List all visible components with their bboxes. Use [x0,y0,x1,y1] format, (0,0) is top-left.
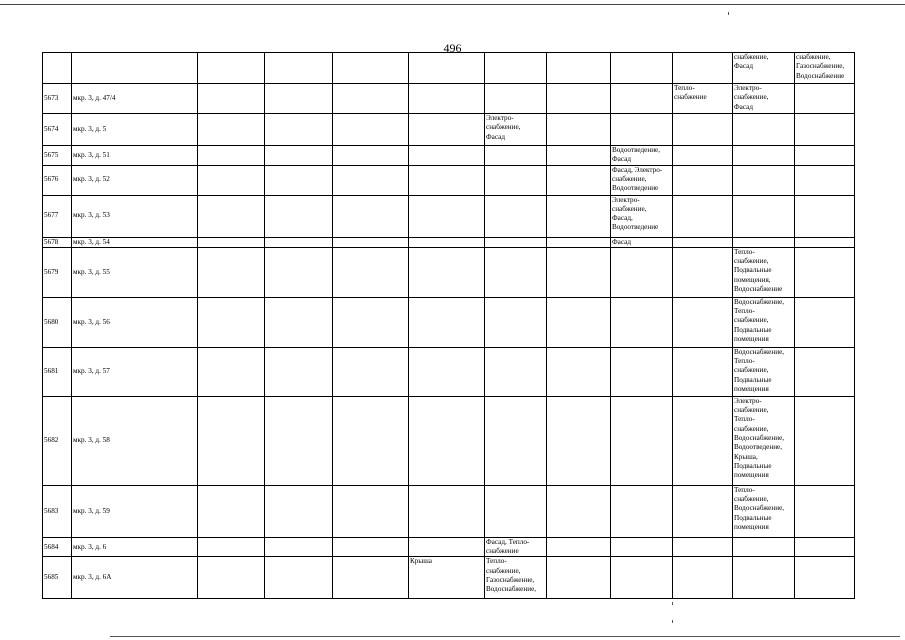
work-type-cell [409,237,485,247]
work-type-cell [795,237,855,247]
table-row [43,297,855,347]
work-type-cell [485,146,547,166]
row-number-cell: 5678 [43,237,72,247]
work-type-cell [673,485,733,537]
work-type-cell [547,195,611,237]
row-number-cell [43,53,72,84]
work-type-cell [733,165,795,195]
work-type-cell: Водоснабжение, Тепло- снабжение, Подвальные помещения [733,297,795,347]
table-row [43,165,855,195]
work-type-cell: Электро- снабжение, Фасад [485,114,547,146]
work-type-cell: Водоотведение, Фасад [611,146,673,166]
work-type-cell [198,485,265,537]
address-cell: мкр. 3, д. 52 [72,165,198,195]
work-type-cell [333,247,409,297]
work-type-cell: Тепло- снабжение [673,84,733,114]
work-type-cell: Электро- снабжение, Тепло- снабжение, Водоснабжение, Водоотведение, Крыша, Подвальные помещения [733,396,795,485]
work-type-cell [673,165,733,195]
work-type-cell [485,247,547,297]
address-cell: мкр. 3, д. 6 [72,537,198,557]
work-type-cell [198,297,265,347]
table-row [43,537,855,557]
table-row [43,247,855,297]
scan-speck [672,602,673,605]
work-type-cell [547,557,611,599]
work-type-cell [611,485,673,537]
work-type-cell: Электро- снабжение, Фасад [733,84,795,114]
row-number-cell: 5683 [43,485,72,537]
row-number-cell: 5681 [43,347,72,396]
scan-line-top [0,4,905,5]
work-type-cell [198,114,265,146]
row-number-cell: 5674 [43,114,72,146]
work-type-cell: Тепло- снабжение, Газоснабжение, Водоснабжение, [485,557,547,599]
work-type-cell [673,247,733,297]
row-number-cell: 5676 [43,165,72,195]
work-type-cell [333,114,409,146]
work-type-cell [409,537,485,557]
work-type-cell [611,396,673,485]
work-type-cell [795,485,855,537]
address-cell: мкр. 3, д. 47/4 [72,84,198,114]
work-type-cell [673,237,733,247]
table-row [43,114,855,146]
table-row [43,237,855,247]
work-type-cell [333,396,409,485]
work-type-cell [485,396,547,485]
table-row [43,146,855,166]
work-type-cell [265,53,333,84]
work-type-cell [265,237,333,247]
table-row [43,557,855,599]
work-type-cell [547,247,611,297]
work-type-cell [485,53,547,84]
work-type-cell [265,114,333,146]
work-type-cell [547,146,611,166]
work-type-cell [265,247,333,297]
work-type-cell [409,297,485,347]
work-type-cell [409,53,485,84]
work-type-cell [547,237,611,247]
work-type-cell [409,485,485,537]
work-type-cell [198,146,265,166]
work-type-cell: Фасад, Электро- снабжение, Водоотведение [611,165,673,195]
page-number: 496 [443,41,462,55]
work-type-cell [409,195,485,237]
work-type-cell [265,165,333,195]
work-type-cell [198,247,265,297]
work-type-cell [333,537,409,557]
work-type-cell [547,396,611,485]
work-type-cell [733,557,795,599]
work-type-cell [198,165,265,195]
work-type-cell [611,347,673,396]
work-type-cell [547,537,611,557]
work-type-cell [673,114,733,146]
work-type-cell [673,347,733,396]
work-type-cell [333,53,409,84]
work-type-cell: Крыша [409,557,485,599]
work-type-cell [673,297,733,347]
work-type-cell [198,84,265,114]
work-type-cell [265,537,333,557]
work-type-cell: Тепло- снабжение, Водоснабжение, Подвальные помещения [733,485,795,537]
work-type-cell [795,114,855,146]
work-type-cell [733,195,795,237]
work-type-cell [265,84,333,114]
work-type-cell [333,165,409,195]
address-cell: мкр. 3, д. 51 [72,146,198,166]
address-cell: мкр. 3, д. 57 [72,347,198,396]
table-row [43,53,855,84]
work-type-cell [795,195,855,237]
work-type-cell [795,247,855,297]
work-type-cell: Фасад [611,237,673,247]
work-type-cell [673,557,733,599]
work-type-cell [409,247,485,297]
work-type-cell [795,84,855,114]
work-type-cell [673,146,733,166]
work-type-cell [547,53,611,84]
work-type-cell [409,114,485,146]
table-row [43,84,855,114]
address-cell: мкр. 3, д. 55 [72,247,198,297]
work-type-cell [485,195,547,237]
work-type-cell: Фасад, Тепло- снабжение [485,537,547,557]
address-cell: мкр. 3, д. 53 [72,195,198,237]
table-row [43,485,855,537]
work-type-cell [198,195,265,237]
work-type-cell [485,297,547,347]
work-type-cell [547,485,611,537]
work-type-cell [485,347,547,396]
work-type-cell [485,485,547,537]
work-type-cell [547,84,611,114]
work-type-cell [265,195,333,237]
work-type-cell [485,165,547,195]
work-type-cell [485,237,547,247]
work-type-cell [333,485,409,537]
work-type-cell [673,396,733,485]
work-type-cell [733,146,795,166]
work-type-cell: Водоснабжение, Тепло- снабжение, Подвальные помещения [733,347,795,396]
work-type-cell [795,297,855,347]
work-type-cell [333,84,409,114]
row-number-cell: 5679 [43,247,72,297]
work-type-cell [265,146,333,166]
row-number-cell: 5680 [43,297,72,347]
work-type-cell [409,146,485,166]
work-type-cell [198,537,265,557]
table-row [43,347,855,396]
work-type-cell [198,53,265,84]
work-type-cell [611,297,673,347]
work-type-cell [673,53,733,84]
row-number-cell: 5684 [43,537,72,557]
work-type-cell [547,165,611,195]
work-type-cell [611,114,673,146]
work-type-cell [611,84,673,114]
work-type-cell [547,347,611,396]
register-table [42,52,855,599]
work-type-cell [265,347,333,396]
work-type-cell [265,557,333,599]
work-type-cell [795,557,855,599]
work-type-cell [611,537,673,557]
work-type-cell [733,114,795,146]
work-type-cell [409,396,485,485]
address-cell [72,53,198,84]
work-type-cell [547,114,611,146]
table-body [43,53,855,599]
address-cell: мкр. 3, д. 5 [72,114,198,146]
work-type-cell [733,237,795,247]
work-type-cell [733,537,795,557]
work-type-cell [198,347,265,396]
work-type-cell [409,347,485,396]
work-type-cell [333,237,409,247]
table-row [43,396,855,485]
work-type-cell [795,347,855,396]
work-type-cell [198,396,265,485]
work-type-cell [333,146,409,166]
address-cell: мкр. 3, д. 58 [72,396,198,485]
work-type-cell [333,297,409,347]
row-number-cell: 5685 [43,557,72,599]
work-type-cell [198,237,265,247]
work-type-cell: снабжение, Фасад [733,53,795,84]
work-type-cell [611,557,673,599]
work-type-cell [333,195,409,237]
work-type-cell [795,396,855,485]
work-type-cell [673,195,733,237]
work-type-cell [265,297,333,347]
work-type-cell [547,297,611,347]
work-type-cell [333,347,409,396]
work-type-cell [485,84,547,114]
work-type-cell: снабжение, Газоснабжение, Водоснабжение [795,53,855,84]
address-cell: мкр. 3, д. 6А [72,557,198,599]
work-type-cell [198,557,265,599]
address-cell: мкр. 3, д. 56 [72,297,198,347]
scan-line-bottom [110,636,900,637]
work-type-cell [795,537,855,557]
work-type-cell [265,396,333,485]
work-type-cell [409,84,485,114]
row-number-cell: 5673 [43,84,72,114]
address-cell: мкр. 3, д. 59 [72,485,198,537]
work-type-cell [333,557,409,599]
work-type-cell [795,146,855,166]
address-cell: мкр. 3, д. 54 [72,237,198,247]
table-row [43,195,855,237]
work-type-cell [795,165,855,195]
scan-speck [672,620,673,623]
work-type-cell [611,53,673,84]
work-type-cell: Тепло- снабжение, Подвальные помещения, Водоснабжение [733,247,795,297]
work-type-cell [611,247,673,297]
scan-speck [728,12,729,15]
row-number-cell: 5675 [43,146,72,166]
work-type-cell: Электро- снабжение, Фасад, Водоотведение [611,195,673,237]
work-type-cell [265,485,333,537]
row-number-cell: 5682 [43,396,72,485]
work-type-cell [673,537,733,557]
work-type-cell [409,165,485,195]
row-number-cell: 5677 [43,195,72,237]
